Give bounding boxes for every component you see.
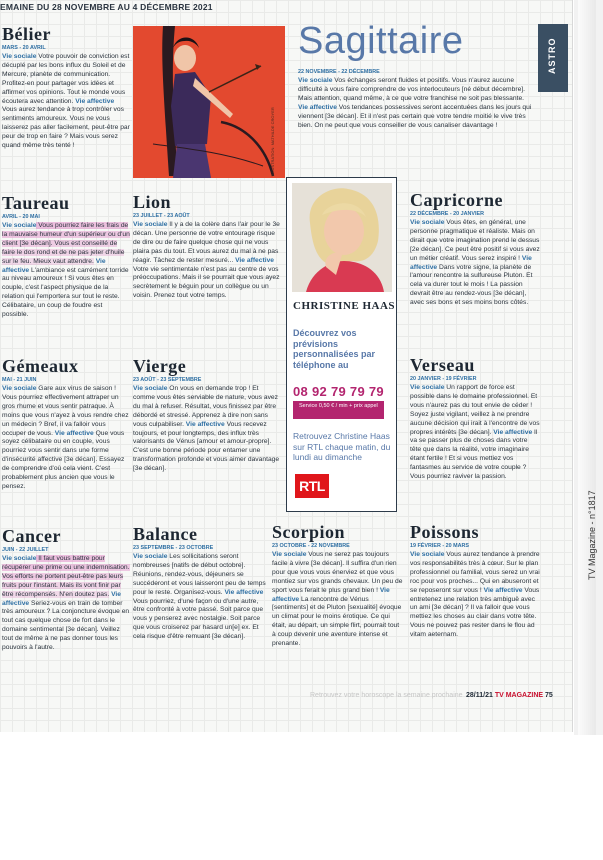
vierge-affective-label: Vie affective — [185, 420, 225, 428]
illustration-credit: ILLUSTRATION: MATHILDE CROYER — [270, 107, 275, 176]
verseau-social-text: Un rapport de force est possible dans le domaine professionnel. Et vous n'aurez pas du tout envie de céder ! Soyez juste vigilant, veillez à ne prendre aucune décision qui irait à l'encontre de vos propres intérêts [3e décan]. — [410, 384, 540, 436]
belier-social-label: Vie sociale — [2, 53, 37, 60]
astrologer-name: CHRISTINE HAAS — [293, 300, 396, 312]
lion-social-label: Vie sociale — [133, 221, 168, 228]
gemeaux-text — [2, 385, 130, 492]
verseau-affective-text: Il va se passer plus de choses dans votre tête que dans la réalité, votre imaginaire étant fertile ! Et si vous mettiez vos fantasmes au service de votre couple ? Vous pourriez raviver la passion. — [410, 428, 538, 481]
verseau-social-label: Vie sociale — [410, 384, 445, 391]
folio-page-number: 75 — [545, 692, 553, 699]
sagittaire-affective-text: Vos tendances possessives seront accentuées dans les jours qui viennent [3e décan]. Et il n'est pas certain que votre tendre moitié le vive très bien. On ne peut que vous conseiller de vous canaliser davantage ! — [298, 103, 532, 129]
capricorne-dates: 22 DÉCEMBRE - 20 JANVIER — [410, 211, 484, 217]
scorpion-social-text: Vous ne serez pas toujours facile à vivre [3e décan]. Il suffira d'un rien pour que vous vous énerviez et que vous montiez sur vos grands chevaux. Un peu de sport vous ferait le plus grand bien ! — [272, 551, 403, 594]
cancer-title: Cancer — [2, 526, 61, 546]
capricorne-affective-text: Dans votre signe, la planète de l'amour rencontre la sulfureuse Pluton. Et cela va durer tout le mois ! La passion devrait être au rendez-vous [3e décan], avec ses bons et ses moins bons côtés. — [410, 263, 533, 307]
verseau-title: Verseau — [410, 355, 475, 375]
scorpion-affective-text: La rencontre de Vénus [sentiments] et de Pluton [sexualité] évoque un climat pour le moins érotique. Ce qui était, au départ, un simple flirt, pourrait tout à coup devenir une aventure intense et prenante. — [272, 595, 402, 648]
poissons-title: Poissons — [410, 522, 480, 542]
scorpion-dates: 23 OCTOBRE - 22 NOVEMBRE — [272, 543, 350, 549]
vierge-social-text: On vous en demande trop ! Et comme vous êtes serviable de nature, vous avez du mal à refuser. Résultat, vous finissez par être débordé et stressé. Apprenez à dire non sans vous culpabiliser. — [133, 385, 278, 428]
belier-social-text: Votre pouvoir de conviction est décuplé par les bons influx du Soleil et de Mercure, planète de communication. Profitez-en pour partager vos idées et affirmer vos opinions. Tout le monde vous écoutera avec attention. — [2, 53, 130, 105]
vierge-affective-text: Vous recevez toujours, et pour longtemps, des influx très valorisants de Vénus [amour et amour-propre]. C'est une bonne période pour entamer une transformation profonde et vous aimer davantage [3e décan]. — [133, 420, 280, 473]
lion-text — [133, 221, 281, 301]
balance-text — [133, 553, 268, 642]
lion-social-text: Il y a de la colère dans l'air pour le 3e décan. Une personne de votre entourage risque de dire ou de faire quelque chose qui ne vous plaira pas du tout. Et vous aurez du mal à ne pas réagir. Tâchez de rester mesuré... — [133, 221, 280, 264]
taureau-affective-label: Vie affective — [2, 257, 106, 274]
capricorne-text — [410, 219, 540, 308]
sagittaire-social-text: Vos échanges seront fluides et positifs. Vous n'aurez aucune difficulté à vous faire comprendre de vos interlocuteurs [né début décembre]. Mais attention, quand même, à ce que votre franchise ne soit pas blessante. — [298, 77, 526, 102]
taureau-dates: AVRIL - 20 MAI — [2, 214, 40, 220]
page-edge — [578, 0, 596, 735]
gemeaux-social-text: Gare aux virus de saison ! Vous pourriez effectivement attraper un gros rhume et vous sentir patraque. À moins que vous n'ayez à vous rendre chez un médecin ? Bref, il va falloir vous occuper de vous. — [2, 385, 129, 437]
belier-dates: MARS - 20 AVRIL — [2, 45, 46, 51]
verseau-affective-label: Vie affective — [493, 428, 533, 436]
balance-title: Balance — [133, 524, 198, 544]
poissons-text — [410, 551, 540, 640]
astro-tab-label: ASTRO — [547, 37, 557, 74]
lion-affective-text: Votre vie sentimentale n'est pas au centre de vos préoccupations. Mais il se pourrait que vous ayez secrètement le béguin pour un collègue ou un voisin. Prenez tout votre temps. — [133, 265, 280, 300]
sign-sagittaire — [298, 68, 533, 130]
belier-title: Bélier — [2, 24, 51, 44]
scorpion-title: Scorpion — [272, 522, 346, 542]
vierge-title: Vierge — [133, 356, 187, 376]
vierge-social-label: Vie sociale — [133, 385, 168, 392]
cancer-text — [2, 555, 130, 653]
capricorne-social-label: Vie sociale — [410, 219, 445, 226]
page-folio — [466, 692, 553, 699]
sign-capricorne — [410, 190, 540, 308]
astrologer-card — [286, 177, 397, 512]
astro-section-tab — [538, 24, 568, 92]
sign-belier — [2, 24, 130, 151]
taureau-affective-text: L'ambiance est carrément torride au niveau amoureux ! Si vous êtes en couple, c'est l'aspect physique de la relation qui l'emportera sur tout le reste. Célibataire, un coup de foudre est possible. — [2, 266, 129, 319]
gemeaux-title: Gémeaux — [2, 356, 79, 376]
poissons-social-text: Vous aurez tendance à prendre vos responsabilités très à cœur. Sur le plan professionnel ou familial, vous serez un vrai roc pour vos proches... Qui en abuseront et se reposeront sur vous ! — [410, 551, 540, 594]
sign-gemeaux — [2, 356, 130, 492]
scan-margin — [574, 0, 603, 735]
sign-lion — [133, 192, 281, 301]
sign-scorpion — [272, 522, 404, 649]
sagittaire-affective-label: Vie affective — [298, 103, 337, 111]
balance-dates: 23 SEPTEMBRE - 23 OCTOBRE — [133, 545, 214, 551]
week-header-text: EMAINE DU 28 NOVEMBRE AU 4 DÉCEMBRE 2021 — [0, 2, 213, 12]
phone-price-badge: Service 0,50 € / min + prix appel — [293, 401, 384, 419]
balance-affective-text: Vous pourriez, d'une façon ou d'une autre, être confronté à votre passé. Soit parce que vous y penserez avec nostalgie. Soit parce que vous croiserez par hasard un[e] ex. Et cela risque d'être remuant [3e décan]. — [133, 597, 264, 641]
footer-ghost-text: Retrouvez votre horoscope la semaine prochaine — [310, 692, 463, 699]
rtl-logo-text: RTL — [299, 478, 325, 494]
archer-figure-icon — [133, 26, 285, 178]
lion-affective-label: Vie affective — [235, 256, 275, 264]
rtl-logo-icon — [295, 474, 329, 498]
sign-balance — [133, 524, 268, 642]
portrait-icon — [292, 183, 392, 292]
capricorne-social-text: Vous êtes, en général, une personne pragmatique et réaliste. Mais on dirait que votre imagination prend le dessus [2e décan]. Ce peut être positif si vous avez un métier créatif. Vous serez inspiré ! — [410, 219, 540, 262]
phone-number[interactable]: 08 92 79 79 79 — [293, 384, 384, 399]
scorpion-social-label: Vie sociale — [272, 551, 307, 558]
belier-affective-label: Vie affective — [75, 97, 115, 105]
taureau-social-text: Vous pourriez faire les frais de la mauvaise humeur d'un supérieur ou d'un client [3e décan]. Vous est conseillé de faire le dos rond et de ne pas jeter d'huile sur le feu. Mieux vaut attendre. — [2, 222, 130, 265]
scan-label: TV Magazine - n°1817 — [587, 490, 597, 580]
poissons-social-label: Vie sociale — [410, 551, 445, 558]
taureau-text — [2, 222, 130, 320]
capricorne-affective-label: Vie affective — [410, 254, 532, 271]
sagittarius-illustration — [133, 26, 285, 178]
phone-promo-text: Découvrez vos prévisions personnalisées par téléphone au — [293, 328, 376, 370]
lion-dates: 23 JUILLET - 23 AOÛT — [133, 213, 190, 219]
folio-date: 28/11/21 — [466, 692, 493, 699]
cancer-affective-text: Seriez-vous en train de tomber très amoureux ? La conjoncture évoque en tout cas quelque chose de fort dans le domaine sentimental [3e décan]. Veillez tout de même à ne pas donner tous les pouvoirs à l'autre. — [2, 599, 130, 652]
gemeaux-social-label: Vie sociale — [2, 385, 37, 392]
vierge-dates: 23 AOÛT - 23 SEPTEMBRE — [133, 377, 202, 383]
week-header — [0, 0, 300, 14]
gemeaux-affective-label: Vie affective — [54, 429, 94, 437]
sign-vierge — [133, 356, 281, 474]
sign-poissons — [410, 522, 540, 640]
cancer-social-label: Vie sociale — [2, 555, 37, 562]
sign-verseau — [410, 355, 540, 482]
capricorne-title: Capricorne — [410, 190, 503, 210]
gemeaux-affective-text: Que vous soyez célibataire ou en couple, vous pourriez vous sentir dans une forme d'insécurité affective [3e décan]. Essayez de comprendre d'où cela vient. C'est probablement plus ancien que vous le pensez. — [2, 429, 125, 490]
verseau-text — [410, 384, 540, 482]
astrologer-photo — [292, 183, 392, 292]
lion-title: Lion — [133, 192, 172, 212]
balance-social-text: Les sollicitations seront nombreuses [natifs de début octobre]. Réunions, rendez-vous, déjeuners se succéderont et vous laisseront peu de temps pour le reste. Organisez-vous. — [133, 553, 266, 596]
sign-cancer — [2, 526, 130, 653]
scorpion-text — [272, 551, 404, 649]
sagittaire-dates: 22 NOVEMBRE - 22 DÉCEMBRE — [298, 69, 380, 75]
belier-affective-text: Vous aurez tendance à trop contrôler vos sentiments amoureux. Vous ne vous laisserez pas aller facilement, peut-être par peur de trop en faire ? Mais vous serez quand même très tenté ! — [2, 106, 130, 150]
poissons-dates: 19 FÉVRIER - 20 MARS — [410, 543, 470, 549]
poissons-affective-text: Vous entretenez une relation très ambiguë avec un ami [3e décan] ? Il va falloir que vous mettiez les choses au clair dans votre tête. Vous ne pouvez pas rester dans le flou ad vitam aeternam. — [410, 586, 540, 639]
sagittaire-text — [298, 77, 533, 130]
sign-taureau — [2, 193, 130, 320]
taureau-title: Taureau — [2, 193, 70, 213]
vierge-text — [133, 385, 281, 474]
taureau-social-label: Vie sociale — [2, 222, 37, 229]
sagittaire-social-label: Vie sociale — [298, 77, 333, 84]
balance-affective-label: Vie affective — [224, 588, 264, 596]
belier-text — [2, 53, 130, 151]
gemeaux-dates: MAI - 21 JUIN — [2, 377, 37, 383]
poissons-affective-label: Vie affective — [483, 586, 523, 594]
scorpion-affective-label: Vie affective — [272, 586, 390, 603]
cancer-dates: JUIN - 22 JUILLET — [2, 547, 49, 553]
folio-magazine: TV MAGAZINE — [494, 692, 544, 699]
radio-info: Retrouvez Christine Haas sur RTL chaque matin, du lundi au dimanche — [293, 431, 391, 462]
sagittaire-title: Sagittaire — [298, 20, 464, 62]
balance-social-label: Vie sociale — [133, 553, 168, 560]
cancer-affective-label: Vie affective — [2, 590, 122, 607]
verseau-dates: 20 JANVIER - 19 FÉVRIER — [410, 376, 477, 382]
cancer-social-text: Il faut vous battre pour récupérer une prime ou une indemnisation. Vos efforts ne portent peut-être pas leurs fruits pour l'instant. Mais ils vont finir par être récompensés. N'en doutez pas. — [2, 555, 130, 598]
